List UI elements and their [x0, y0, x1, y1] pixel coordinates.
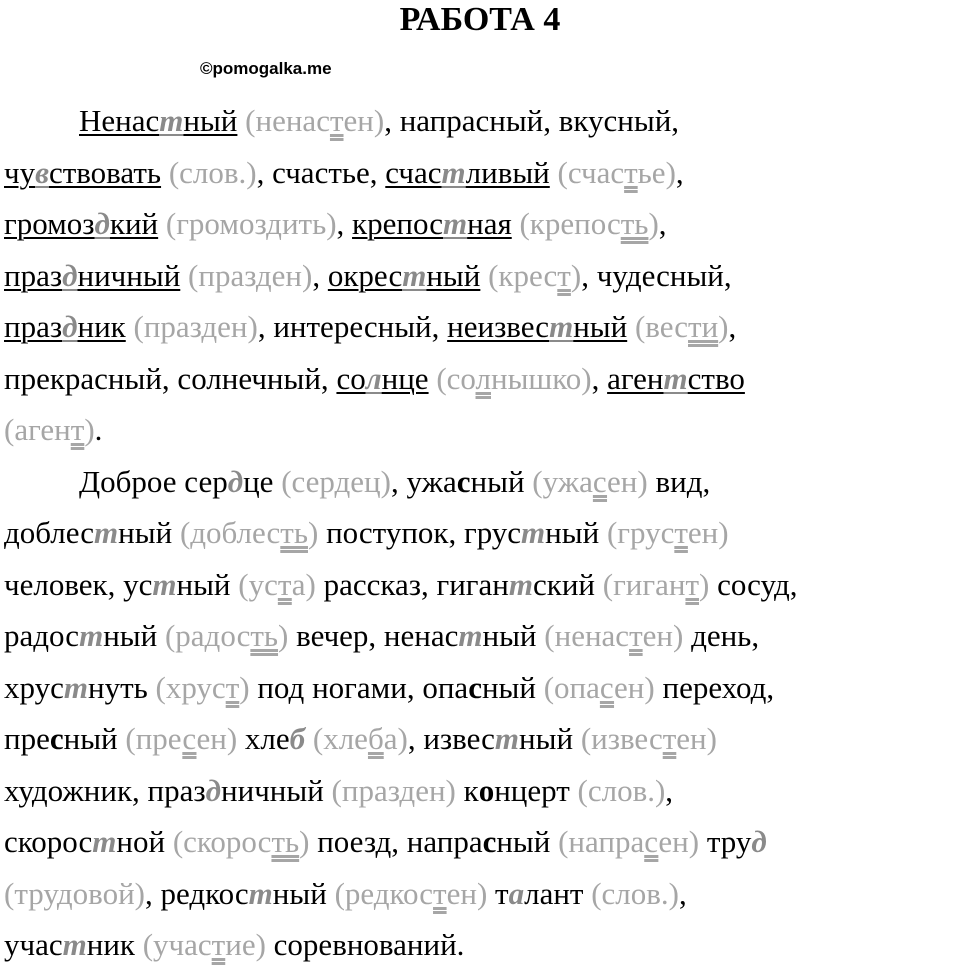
check-word: а) — [383, 721, 408, 756]
text-segment: с — [145, 103, 160, 138]
check-word: с — [182, 721, 197, 756]
text-segment: человек, ус — [4, 566, 153, 602]
highlighted-letter: т — [441, 154, 466, 190]
text-segment: Нена — [79, 103, 146, 138]
check-word: ен) — [271, 257, 313, 293]
check-word: ен) — [415, 772, 456, 808]
check-word: (редкос — [334, 875, 434, 911]
highlighted-letter: с — [456, 463, 471, 499]
text-segment — [158, 206, 166, 241]
check-word: (хрус — [155, 669, 226, 705]
check-word: (громоз — [165, 206, 267, 241]
check-word: т — [329, 103, 344, 138]
highlighted-letter: т — [663, 360, 688, 396]
check-word: д — [56, 875, 73, 911]
text-segment: вид, — [647, 463, 711, 499]
text-segment: кий — [109, 206, 159, 241]
check-word: (гиган — [602, 566, 686, 602]
check-word: т — [557, 257, 571, 293]
text-segment: ный — [496, 824, 559, 859]
text-segment: крепос — [352, 206, 443, 241]
text-segment — [627, 309, 635, 344]
text-line — [4, 713, 960, 765]
check-word: ец) — [350, 463, 391, 499]
check-word: ие) — [225, 927, 266, 962]
text-segment: , — [678, 875, 687, 911]
text-line — [4, 353, 960, 405]
check-word: (ус — [238, 566, 278, 602]
paragraph-2 — [4, 456, 960, 971]
check-word: ен) — [217, 309, 258, 344]
check-word: ить) — [281, 206, 337, 241]
text-segment: праз — [4, 257, 63, 293]
paragraph-1 — [4, 95, 960, 456]
text-segment: ский — [533, 566, 603, 602]
check-word: т — [629, 618, 643, 653]
check-word: (напра — [558, 824, 645, 859]
text-segment: , — [675, 154, 684, 190]
highlighted-letter: о — [478, 772, 495, 808]
text-segment: , — [665, 772, 674, 808]
text-line — [4, 250, 960, 302]
text-segment: ный — [63, 721, 126, 756]
text-segment: ной — [116, 824, 173, 859]
check-word: ) — [278, 618, 289, 653]
text-segment: поезд, напра — [309, 824, 483, 859]
text-line — [4, 919, 960, 971]
highlighted-letter: т — [521, 515, 546, 550]
text-line — [4, 816, 960, 868]
text-segment: хрус — [4, 669, 64, 705]
text-line — [4, 868, 960, 920]
text-segment: день, — [683, 618, 760, 653]
highlighted-letter: д — [751, 824, 767, 859]
text-segment: радос — [4, 618, 80, 653]
check-word: с — [644, 824, 659, 859]
text-segment: ный — [426, 257, 481, 293]
check-word: д — [201, 309, 218, 344]
text-segment: , счастье, — [256, 154, 386, 190]
check-word: (сер — [281, 463, 335, 499]
check-word: (нена — [245, 103, 317, 138]
check-word: т — [674, 515, 688, 550]
text-segment — [305, 721, 313, 756]
highlighted-letter: д — [227, 463, 244, 499]
check-word: (крепос — [519, 206, 621, 241]
text-segment: доблес — [4, 515, 95, 550]
text-segment: ливый — [465, 154, 550, 190]
text-segment: тру — [699, 824, 752, 859]
text-segment: со — [336, 360, 366, 396]
page-title: РАБОТА 4 — [399, 1, 561, 38]
highlighted-letter: в — [35, 154, 49, 190]
check-word: д — [266, 206, 282, 241]
check-word: (вес — [634, 309, 689, 344]
text-segment: прекрасный, солнечный, — [4, 360, 337, 396]
text-segment: . — [94, 412, 103, 447]
text-segment: праз — [4, 309, 63, 344]
text-segment: ный — [176, 566, 239, 602]
check-word: ен) — [687, 515, 729, 550]
check-word: д — [255, 257, 272, 293]
text-segment: неизвес — [447, 309, 550, 344]
check-word: ти — [688, 309, 719, 344]
text-segment: вечер, ненас — [288, 618, 459, 653]
text-line — [4, 301, 960, 353]
check-word: ть — [271, 824, 300, 859]
text-segment: аген — [607, 360, 664, 396]
check-word: ен) — [658, 824, 700, 859]
text-line — [4, 95, 960, 147]
check-word: т — [211, 927, 226, 962]
text-segment — [161, 155, 169, 190]
check-word: ен) — [676, 721, 717, 756]
check-word: (скорос — [172, 824, 272, 859]
text-segment: соревнований. — [265, 927, 465, 962]
check-word: (извес — [580, 721, 663, 756]
highlighted-letter: т — [402, 257, 427, 293]
check-word: (доблес — [179, 515, 281, 550]
text-segment: чу — [4, 154, 36, 190]
text-segment: художник, праз — [4, 772, 206, 808]
check-word: ен) — [614, 669, 655, 705]
check-word: ) — [718, 309, 729, 344]
check-word: (праз — [188, 257, 256, 293]
check-word: ен) — [196, 721, 238, 756]
check-word: ен) — [343, 103, 385, 138]
text-line — [4, 610, 960, 662]
highlighted-letter: с — [482, 824, 497, 859]
highlighted-letter: д — [94, 206, 110, 241]
text-segment: , — [591, 360, 608, 396]
watermark: ©pomogalka.me — [200, 59, 332, 78]
text-segment: пре — [4, 721, 50, 756]
highlighted-letter: т — [248, 875, 273, 911]
check-word: (грус — [606, 515, 675, 550]
check-word: ) — [84, 412, 95, 447]
check-word: (хле — [312, 721, 368, 756]
check-word: ье) — [637, 154, 676, 190]
text-segment: сосуд, — [709, 566, 798, 602]
text-segment: ничный — [221, 772, 332, 808]
text-line — [4, 559, 960, 611]
text-segment: ный — [482, 618, 545, 653]
text-segment: громоз — [4, 206, 95, 241]
text-segment: хле — [237, 721, 290, 756]
highlighted-letter: т — [494, 721, 520, 756]
check-word: (опа — [543, 669, 600, 705]
highlighted-letter: д — [62, 309, 78, 344]
highlighted-letter: т — [62, 927, 87, 962]
check-word: (праз — [331, 772, 400, 808]
text-segment: , извес — [407, 721, 495, 756]
check-word: (тру — [4, 875, 57, 911]
check-word: (радос — [164, 618, 251, 653]
text-line — [4, 662, 960, 714]
check-word: т — [624, 154, 638, 190]
text-segment: ный — [519, 721, 581, 756]
highlighted-letter: т — [549, 309, 574, 344]
check-word: т — [662, 721, 677, 756]
text-segment: окрес — [327, 257, 403, 293]
text-segment: поступок, грус — [318, 515, 522, 550]
text-segment: нцерт — [494, 772, 578, 808]
text-segment: ный — [118, 515, 180, 550]
check-word: ен) — [607, 463, 648, 499]
highlighted-letter: д — [205, 772, 222, 808]
check-word: с — [316, 103, 330, 138]
text-line — [4, 404, 960, 456]
text-segment — [180, 258, 188, 293]
check-word: ть — [250, 618, 279, 653]
text-segment: ный — [481, 669, 544, 705]
text-segment: рассказ, гиган — [315, 566, 509, 602]
text-line — [4, 198, 960, 250]
text-segment — [237, 103, 245, 138]
text-segment: , — [312, 257, 328, 293]
check-word: ть — [620, 206, 649, 241]
text-segment — [480, 258, 488, 293]
check-word: ен) — [642, 618, 684, 653]
text-segment: т — [487, 875, 509, 911]
text-segment: , редкос — [145, 875, 249, 911]
highlighted-letter: л — [365, 360, 382, 396]
check-word: ен) — [446, 875, 488, 911]
check-word: (слов.) — [168, 154, 257, 190]
check-word: ) — [570, 257, 582, 293]
highlighted-letter: т — [79, 618, 104, 653]
text-segment: ный — [470, 463, 533, 499]
check-word: д — [399, 772, 416, 808]
text-segment: к — [455, 772, 479, 808]
highlighted-letter: д — [62, 257, 78, 293]
highlighted-letter: т — [458, 618, 483, 653]
check-word: (счас — [557, 154, 625, 190]
check-word: (пре — [125, 721, 183, 756]
text-segment: ный — [573, 309, 628, 344]
check-word: (учас — [142, 927, 212, 962]
check-word: б — [367, 721, 384, 756]
highlighted-letter: т — [152, 566, 177, 602]
check-word: ) — [699, 566, 710, 602]
check-word: овой) — [72, 875, 146, 911]
check-word: т — [433, 875, 447, 911]
text-segment: ный — [183, 103, 238, 138]
check-word: (аген — [4, 412, 71, 447]
text-segment: , интересный, — [257, 309, 448, 344]
highlighted-letter: б — [289, 721, 306, 756]
check-word: ) — [239, 669, 250, 705]
text-segment: скорос — [4, 824, 93, 859]
check-word: ) — [307, 515, 319, 550]
text-segment — [550, 155, 558, 190]
highlighted-letter: т — [92, 824, 117, 859]
text-segment: учас — [4, 927, 63, 962]
check-word: с — [599, 669, 615, 705]
text-segment: нце — [381, 360, 429, 396]
text-segment: , — [658, 206, 667, 241]
check-word: ) — [648, 206, 659, 241]
text-segment: ствовать — [48, 154, 162, 190]
text-segment — [126, 309, 134, 344]
highlighted-letter: с — [49, 721, 64, 756]
text-segment: ный — [545, 515, 607, 550]
check-word: (ужа — [532, 463, 593, 499]
text-segment: , — [336, 206, 353, 241]
highlighted-letter: а — [508, 875, 525, 911]
highlighted-letter: т — [94, 515, 119, 550]
highlighted-letter: с — [468, 669, 482, 705]
text-segment: ная — [467, 206, 512, 241]
check-word: л — [475, 360, 491, 396]
text-segment: , напрасный, вкусный, — [384, 103, 680, 138]
highlighted-letter: т — [508, 566, 533, 602]
highlighted-letter: т — [443, 206, 468, 241]
check-word: т — [685, 566, 700, 602]
check-word: т — [225, 669, 240, 705]
check-word: (крес — [488, 257, 558, 293]
text-segment: счас — [385, 154, 442, 190]
text-segment: ник — [86, 927, 143, 962]
check-word: ть — [280, 515, 308, 550]
check-word: (слов.) — [577, 772, 666, 808]
check-word: а) — [291, 566, 316, 602]
text-segment: лант — [524, 875, 592, 911]
text-segment: , чудесный, — [581, 257, 732, 293]
text-segment: переход, — [654, 669, 775, 705]
highlighted-letter: т — [63, 669, 88, 705]
text-segment: , — [728, 309, 737, 344]
check-word: т — [277, 566, 292, 602]
check-word: (слов.) — [591, 875, 679, 911]
text-segment: ничный — [77, 257, 181, 293]
text-segment: ство — [687, 360, 745, 396]
text-line — [4, 147, 960, 199]
text-segment: ный — [103, 618, 165, 653]
text-segment: це — [243, 463, 282, 499]
text-line — [4, 765, 960, 817]
text-segment: , ужа — [390, 463, 457, 499]
text-segment: нуть — [87, 669, 156, 705]
highlighted-letter: т — [159, 103, 184, 138]
text-line — [4, 507, 960, 559]
text-line — [4, 456, 960, 508]
check-word: ) — [299, 824, 310, 859]
text-segment: Доброе сер — [79, 463, 228, 499]
check-word: нышко) — [491, 360, 592, 396]
text-segment: ник — [77, 309, 126, 344]
check-word: (ненас — [544, 618, 630, 653]
check-word: (праз — [133, 309, 202, 344]
check-word: т — [70, 412, 85, 447]
check-word: д — [334, 463, 351, 499]
check-word: с — [592, 463, 608, 499]
text-segment: ный — [272, 875, 335, 911]
check-word: (со — [436, 360, 476, 396]
text-segment: под ногами, опа — [249, 669, 469, 705]
exercise-text — [4, 95, 960, 971]
